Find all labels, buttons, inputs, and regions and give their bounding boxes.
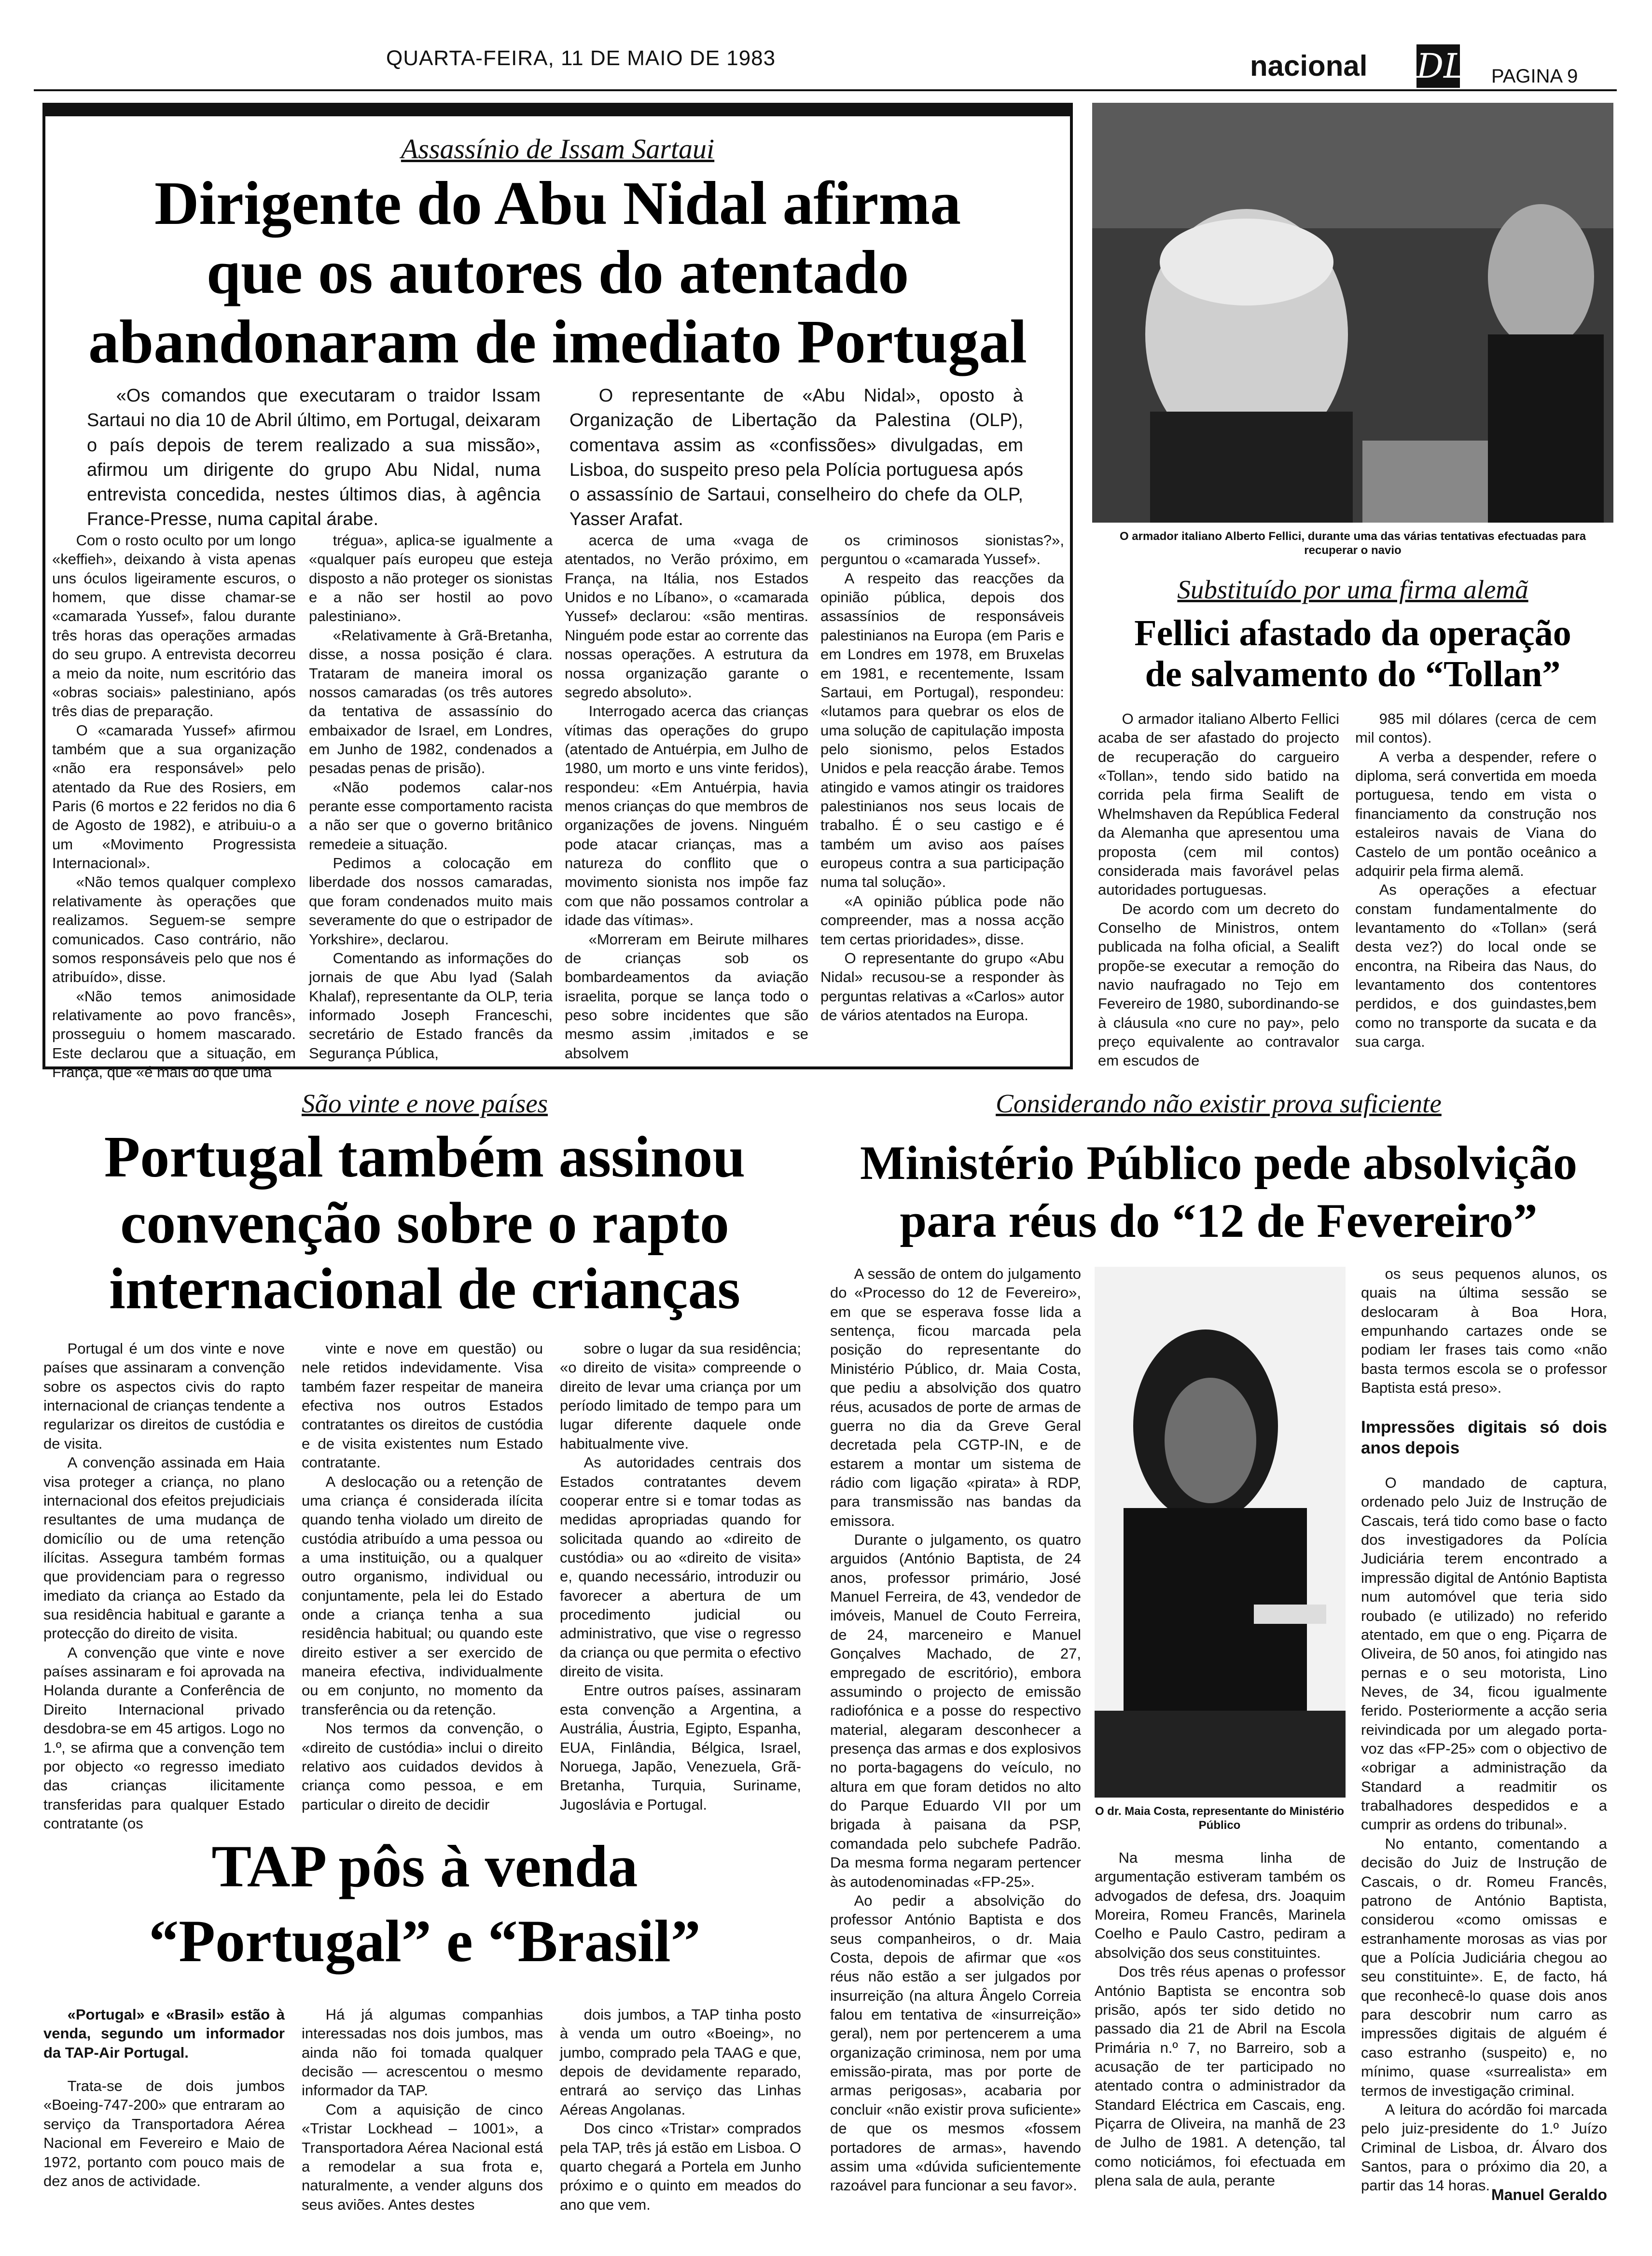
headline-line: internacional de crianças <box>109 1256 740 1322</box>
headline-line: de salvamento do “Tollan” <box>1145 654 1561 695</box>
a4-col-3: dois jumbos, a TAP tinha posto à venda um outro «Boeing», no jumbo, comprado pela TAAG e que, depois de devidamente reparado, entrará ao serviço das Linhas Aéreas Angolanas. Dos cinco «Tristar» comprados pela TAP, três já estão em Lisboa. O quarto chegará a Portela em Junho próximo e o quinto em meados do ano que vem. <box>560 2006 801 2213</box>
headline-line: para réus do “12 de Fevereiro” <box>900 1194 1538 1247</box>
a4-col-1: «Portugal» e «Brasil» estão à venda, segundo um informador da TAP-Air Portugal. Trata-se de dois jumbos «Boeing-747-200» que entraram ao serviço da Transportadora Aérea Nacional em Fevereiro e Maio de 1972, portanto com pouco mais de dez anos de actividade. <box>43 2006 285 2189</box>
headline-abu-nidal <box>45 169 1070 376</box>
a3-col-3: sobre o lugar da sua residência; «o direito de visita» compreende o direito de levar uma criança por um período limitado de tempo para um lugar diferente daquele onde habitualmente vive. As autoridades centrais dos Estados contratantes devem cooperar entre si e tomar todas as medidas apropriadas quando for solicitada quando ao «direito de custódia» ou ao «direito de visita» e, quando necessário, introduzir ou favorecer a abertura de um procedimento judicial ou administrativo, que vise o regresso da criança ou que permita o efectivo direito de visita. Entre outros países, assinaram esta convenção a Argentina, a Austrália, Áustria, Egipto, Espanha, EUA, Finlândia, Bélgica, Israel, Noruega, Japão, Venezuela, Grã-Bretanha, Turquia, Suriname, Jugoslávia e Portugal. <box>560 1340 801 1813</box>
photo-fellici <box>1092 103 1613 523</box>
issue-date: QUARTA-FEIRA, 11 DE MAIO DE 1983 <box>386 46 776 70</box>
a3-col-2: vinte e nove em questão) ou nele retidos indevidamente. Visa também fazer respeitar de maneira efectiva nos outros Estados contratantes os direitos de custódia e de visita existentes num Estado contratante. A deslocação ou a retenção de uma criança é considerada ilícita quando tenha violado um direito de custódia atribuído a uma pessoa ou a uma instituição, ou a qualquer outro organismo, individual ou conjuntamente, pela lei do Estado onde a criança tenha a sua residência habitual; ou quando este direito estiver a ser exercido de maneira efectiva, individualmente ou em conjunto, no momento da transferência ou da retenção. Nos termos da convenção, o «direito de custódia» inclui o direito relativo aos cuidados devidos à criança como pessoa, e em particular o direito de decidir <box>302 1340 543 1813</box>
headline-line: Fellici afastado da operação <box>1134 613 1571 653</box>
photo-maia-costa-image <box>1095 1267 1346 1798</box>
a5-col-1: A sessão de ontem do julgamento do «Processo do 12 de Fevereiro», em que se esperava fosse lida a sentença, ficou marcada pela posição do representante do Ministério Público, dr. Maia Costa, que pediu a absolvição dos quatro réus, acusados de porte de armas de guerra no dia da Greve Geral decretada pela CGTP-IN, e de estarem a montar um sistema de rádio com ligação «pirata» à RDP, para transmissão nas bandas da emissora. Durante o julgamento, os quatro arguidos (António Baptista, de 24 anos, professor primário, José Manuel Ferreira, de 43, vendedor de imóveis, Manuel de Couto Ferreira, de 24, marceneiro e Manuel Gonçalves Machado, de 27, empregado de escritório), embora assumindo o projecto de emissão radiofónica e a posse do respectivo material, alegaram desconhecer a presença das armas e dos explosivos no porta-bagagens do veículo, no altura em que foram detidos no alto do Parque Eduardo VII por um brigada à paisana da PSP, comandada pelo subchefe Padrão. Da mesma forma negaram pertencer às autodenominadas «FP-25». Ao pedir a absolvição do professor António Baptista e dos seus companheiros, o dr. Maia Costa, depois de afirmar que «os réus não estão a ser julgados por insurreição (na altura Ângelo Correia falou em tentativa de «insurreição» geral), nem por pertencerem a uma organização criminosa, nem por uma emissão-pirata, mas por porte de armas perigosas», acabaria por concluir «não existir prova suficiente» de que os mesmos «fossem portadores de armas», havendo assim uma «dúvida suficientemente razoável para funcionar a seu favor». <box>830 1265 1081 2194</box>
kicker-fellici: Substituído por uma firma alemã <box>1177 575 1528 604</box>
subhead-impressoes: Impressões digitais só dois anos depois <box>1361 1417 1607 1458</box>
headline-line: Dirigente do Abu Nidal afirma <box>154 169 961 237</box>
box-top-bar <box>45 106 1070 116</box>
section-name: nacional <box>1250 50 1368 82</box>
headline-line: Ministério Público pede absolvição <box>860 1136 1578 1190</box>
caption-maia-costa: O dr. Maia Costa, representante do Ministério Público <box>1095 1805 1345 1832</box>
headline-tap <box>43 1829 806 1979</box>
headline-ministerio <box>825 1134 1612 1250</box>
lead-right: O representante de «Abu Nidal», oposto à Organização de Libertação da Palestina (OLP), comentava assim as «confissões» divulgadas, em Lisboa, do suspeito preso pela Polícia portuguesa após o assassínio de Sartaui, conselheiro do chefe da OLP, Yasser Arafat. <box>569 386 1023 530</box>
a3-col-1: Portugal é um dos vinte e nove países que assinaram a convenção sobre os aspectos civis do rapto internacional de crianças tendente a regularizar os direitos de custódia e de visita. A convenção assinada em Haia visa proteger a criança, no plano internacional dos efeitos prejudiciais resultantes de uma mudança de domicílio ou de uma retenção ilícitas. Assegura também formas que providenciam para o regresso imediato da criança ao Estado da sua residência habitual e garante a protecção do direito de visita. A convenção que vinte e nove países assinaram e foi aprovada na Holanda durante a Conferência de Direito Internacional privado desdobra-se em 45 artigos. Logo no 1.º, se afirma que a convenção tem por objecto «o regresso imediato das crianças ilicitamente transferidas para qualquer Estado contratante (os <box>43 1340 285 1832</box>
a1-col-1: Com o rosto oculto por um longo «keffieh», deixando à vista apenas uns óculos ligeiramente escuros, o homem, que disse chamar-se «camarada Yussef», falou durante três horas das operações armadas do seu grupo. A entrevista decorreu a meio da noite, num escritório das «obras sociais» palestiniano, após três dias de preparação. O «camarada Yussef» afirmou também que a sua organização «não era responsável» pelo atentado da Rue des Rosiers, em Paris (6 mortos e 22 feridos no dia 6 de Agosto de 1982), e atribuiu-o a um «Movimento Progressista Internacional». «Não temos qualquer complexo relativamente às operações que realizamos. Seguem-se sempre comunicados. Caso contrário, não somos responsáveis pelo que nos é atribuído», disse. «Não temos animosidade relativamente ao povo francês», prosseguiu o homem mascarado. Este declarou que a situação, em França, que «é mais do que uma <box>52 532 296 1081</box>
photo-fellici-image <box>1092 103 1613 523</box>
headline-line: que os autores do atentado <box>206 238 909 307</box>
a2-col-1: O armador italiano Alberto Fellici acaba de ser afastado do projecto de recuperação do cargueiro «Tollan», tendo sido batido na corrida pela firma Sealift de Whelmshaven da República Federal da Alemanha que apresentou uma proposta (cem mil contos) considerada mais favorável pelas autoridades portuguesas. De acordo com um decreto do Conselho de Ministros, ontem publicada na folha oficial, a Sealift propõe-se executar a remoção do navio naufragado no Tejo em Fevereiro de 1980, subordinando-se à cláusula «no cure no pay», pelo preço equivalente ao contravalor em escudos de <box>1098 710 1339 1069</box>
a4-col-2: Há já algumas companhias interessadas nos dois jumbos, mas ainda não foi tomada qualquer decisão — acrescentou o mesmo informador da TAP. Com a aquisição de cinco «Tristar Lockhead – 1001», a Transportadora Aérea Nacional está a remodelar a sua frota e, naturalmente, a vender alguns dos seus aviões. Antes destes <box>302 2006 543 2213</box>
photo-maia-costa <box>1095 1267 1346 1798</box>
caption-fellici: O armador italiano Alberto Fellici, durante uma das várias tentativas efectuadas para recuperar o navio <box>1119 530 1586 557</box>
page-number: PAGINA 9 <box>1491 66 1578 87</box>
kicker-abu-nidal: Assassínio de Issam Sartaui <box>401 133 715 165</box>
headline-line: Portugal também assinou <box>104 1124 746 1190</box>
headline-fellici <box>1092 613 1613 695</box>
headline-line: abandonaram de imediato Portugal <box>88 307 1027 376</box>
headline-line: convenção sobre o rapto <box>120 1190 729 1256</box>
headline-line: TAP pôs à venda <box>211 1833 638 1899</box>
a5-col-2: Na mesma linha de argumentação estiveram também os advogados de defesa, drs. Joaquim Moreira, Romeu Francês, Marinela Coelho e Paulo Castro, pediram a absolvição dos seus constituintes. Dos três réus apenas o professor António Baptista se encontra sob prisão, após ter sido detido no passado dia 21 de Abril na Escola Primária n.º 7, no Barreiro, sob a acusação de ter participado no atentado contra o administrador da Standard Eléctrica em Cascais, eng. Piçarra de Oliveira, na manhã de 23 de Julho de 1981. A detenção, tal como noticiámos, foi efectuada em plena sala de aula, perante <box>1095 1849 1346 2189</box>
a5-col-3: os seus pequenos alunos, os quais na última sessão se deslocaram à Boa Hora, empunhando cartazes onde se podiam ler frases tais como «não basta termos escola se o professor Baptista está preso». Impressões digitais só dois anos depois O mandado de captura, ordenado pelo Juiz de Instrução de Cascais, terá tido como base o facto dos investigadores da Polícia Judiciária terem encontrado a impressão digital de António Baptista num automóvel que teria sido roubado (e utilizado) no referido atentado, em que o eng. Piçarra de Oliveira, de 50 anos, foi atingido nas pernas e o seu motorista, Lino Neves, de 34, ficou igualmente ferido. Posteriormente a acção seria reivindicada por um alegado porta-voz das «FP-25» com o objectivo de «obrigar a administração da Standard a readmitir os trabalhadores despedidos e a cumprir as ordens do tribunal». No entanto, comentando a decisão do Juiz de Instrução de Cascais, o dr. Romeu Francês, patrono de António Baptista, considerou «como omissas e estranhamente morosas as vias por que a Polícia Judiciária chegou ao seu constituinte». E, de facto, há que reconhecê-lo quase dois anos para descobrir num carro as impressões digitais de alguém é caso estranho (suspeito) e, no mínimo, quase «surrealista» em termos de investigação criminal. A leitura do acórdão foi marcada pelo juiz-presidente do 1.º Juízo Criminal de Lisboa, dr. Álvaro dos Santos, para o próximo dia 20, a partir das 14 horas. <box>1361 1265 1607 2194</box>
kicker-ministerio: Considerando não existir prova suficiente <box>996 1089 1442 1118</box>
headline-convencao <box>43 1124 806 1322</box>
byline: Manuel Geraldo <box>1491 2186 1607 2203</box>
newspaper-logo-icon: DL <box>1416 44 1460 88</box>
a1-col-4: os criminosos sionistas?», perguntou o «camarada Yussef». A respeito das reacções da opinião pública, depois dos assassínios de responsáveis palestinianos na Europa (em Paris e em Londres em 1978, em Bruxelas em 1981, e recentemente, Issam Sartaui, em Portugal), respondeu: «lutamos para quebrar os elos de uma solução de capitulação imposta pelo sionismo, pelos Estados Unidos e pela reacção árabe. Temos atingido e vamos atingir os traidores palestinianos nos seus locais de trabalho. É o seu castigo e é também um aviso aos países europeus contra a sua participação numa tal solução». «A opinião pública pode não compreender, mas a nossa acção tem certas prioridades», disse. O representante do grupo «Abu Nidal» recusou-se a responder às perguntas relativas a «Carlos» autor de vários atentados na Europa. <box>820 532 1064 1024</box>
kicker-convencao: São vinte e nove países <box>301 1089 548 1118</box>
headline-line: “Portugal” e “Brasil” <box>149 1908 701 1974</box>
a1-col-3: acerca de uma «vaga de atentados, no Verão próximo, em França, na Itália, nos Estados Unidos e no Líbano», o «camarada Yussef» declarou: «são mentiras. Ninguém pode estar ao corrente das nossas operações. A estrutura da nossa organização garante o segredo absoluto». Interrogado acerca das crianças vítimas das operações do grupo (atentado de Antuérpia, em Julho de 1980, um morto e uns vinte feridos), respondeu: «Em Antuérpia, havia menos crianças do que membros de organizações de jovens. Ninguém pode atacar crianças, mas a natureza do conflito que o movimento sionista nos impõe faz com que não possamos controlar a idade das vítimas». «Morreram em Beirute milhares de crianças sob os bombardeamentos da aviação israelita, porque se lança todo o peso sobre incidentes que são mesmo assim ,imitados e se absolvem <box>565 532 808 1062</box>
lead-left: «Os comandos que executaram o traidor Issam Sartaui no dia 10 de Abril último, em Portugal, deixaram o país depois de terem realizado a sua missão», afirmou um dirigente do grupo Abu Nidal, numa entrevista concedida, nestes últimos dias, à agência France-Presse, numa capital árabe. <box>87 386 541 530</box>
a1-col-2: trégua», aplica-se igualmente a «qualquer país europeu que esteja disposto a não proteger os sionistas e a não ser hostil ao povo palestiniano». «Relativamente à Grã-Bretanha, disse, a nossa posição é clara. Trataram de maneira imoral os nossos camaradas (os três autores da tentativa de assassínio do embaixador de Israel, em Londres, em Junho de 1982, condenados a pesadas penas de prisão). «Não podemos calar-nos perante esse comportamento racista a não ser que o governo britânico remedeie a situação. Pedimos a colocação em liberdade dos nossos camaradas, que foram condenados muito mais severamente do que o estripador de Yorkshire», declarou. Comentando as informações do jornais de que Abu Iyad (Salah Khalaf), representante da OLP, teria informado Joseph Franceschi, secretário de Estado francês da Segurança Pública, <box>309 532 553 1062</box>
a2-col-2: 985 mil dólares (cerca de cem mil contos). A verba a despender, refere o diploma, será convertida em moeda portuguesa, tendo em vista o financiamento da construção nos estaleiros navais de Viana do Castelo de um pontão oceânico a adquirir pela firma alemã. As operações a efectuar constam fundamentalmente do levantamento do «Tollan» (será desta vez?) do local onde se encontra, na Ribeira das Naus, do levantamento dos contentores perdidos, e dos guindastes,bem como no transporte da sucata e da sua carga. <box>1355 710 1596 1051</box>
header-rule <box>34 89 1617 91</box>
